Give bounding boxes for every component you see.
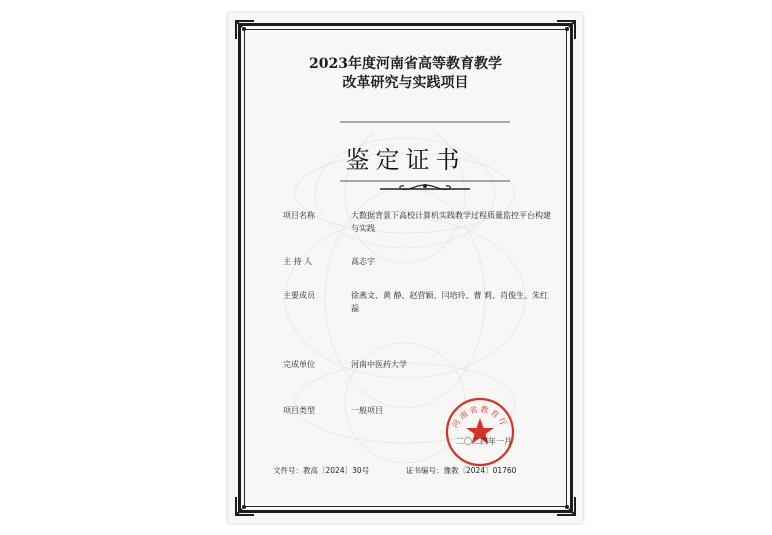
document-number: 文件号：教高〔2024〕30号 — [273, 466, 370, 475]
official-seal — [444, 396, 516, 468]
certificate-number: 证书编号：豫教〔2024〕01760 — [406, 466, 517, 475]
field-value: 徐燕文、黄 静、赵营颖、闫培玲、曹 莉、肖俊生、朱红磊 — [351, 291, 549, 313]
corner-ornament-icon — [555, 19, 577, 41]
certificate — [228, 13, 583, 523]
field-value: 高志宇 — [351, 257, 375, 266]
field-value: 一般项目 — [351, 406, 383, 415]
field-label: 主 持 人 — [283, 257, 313, 266]
certificate-title — [228, 55, 583, 93]
decorative-divider-top — [340, 116, 510, 128]
field-label: 完成单位 — [283, 360, 315, 369]
certificate-heading: 鉴定证书 — [345, 146, 466, 174]
corner-ornament-icon — [234, 19, 256, 41]
corner-ornament-icon — [234, 495, 256, 517]
field-value: 河南中医药大学 — [351, 360, 407, 369]
title-line-2: 改革研究与实践项目 — [342, 75, 469, 91]
title-line-1: 2023年度河南省高等教育教学 — [309, 56, 502, 72]
decorative-divider-bottom — [340, 177, 510, 193]
issue-date: 二〇二四年一月 — [456, 437, 512, 446]
field-value: 大数据背景下高校计算机实践教学过程质量监控平台构建与实践 — [351, 211, 551, 233]
seal-text: 河南省教育厅 — [450, 404, 510, 430]
field-label: 项目名称 — [283, 211, 315, 220]
field-label: 主要成员 — [283, 291, 315, 300]
corner-ornament-icon — [555, 495, 577, 517]
field-label: 项目类型 — [283, 406, 315, 415]
